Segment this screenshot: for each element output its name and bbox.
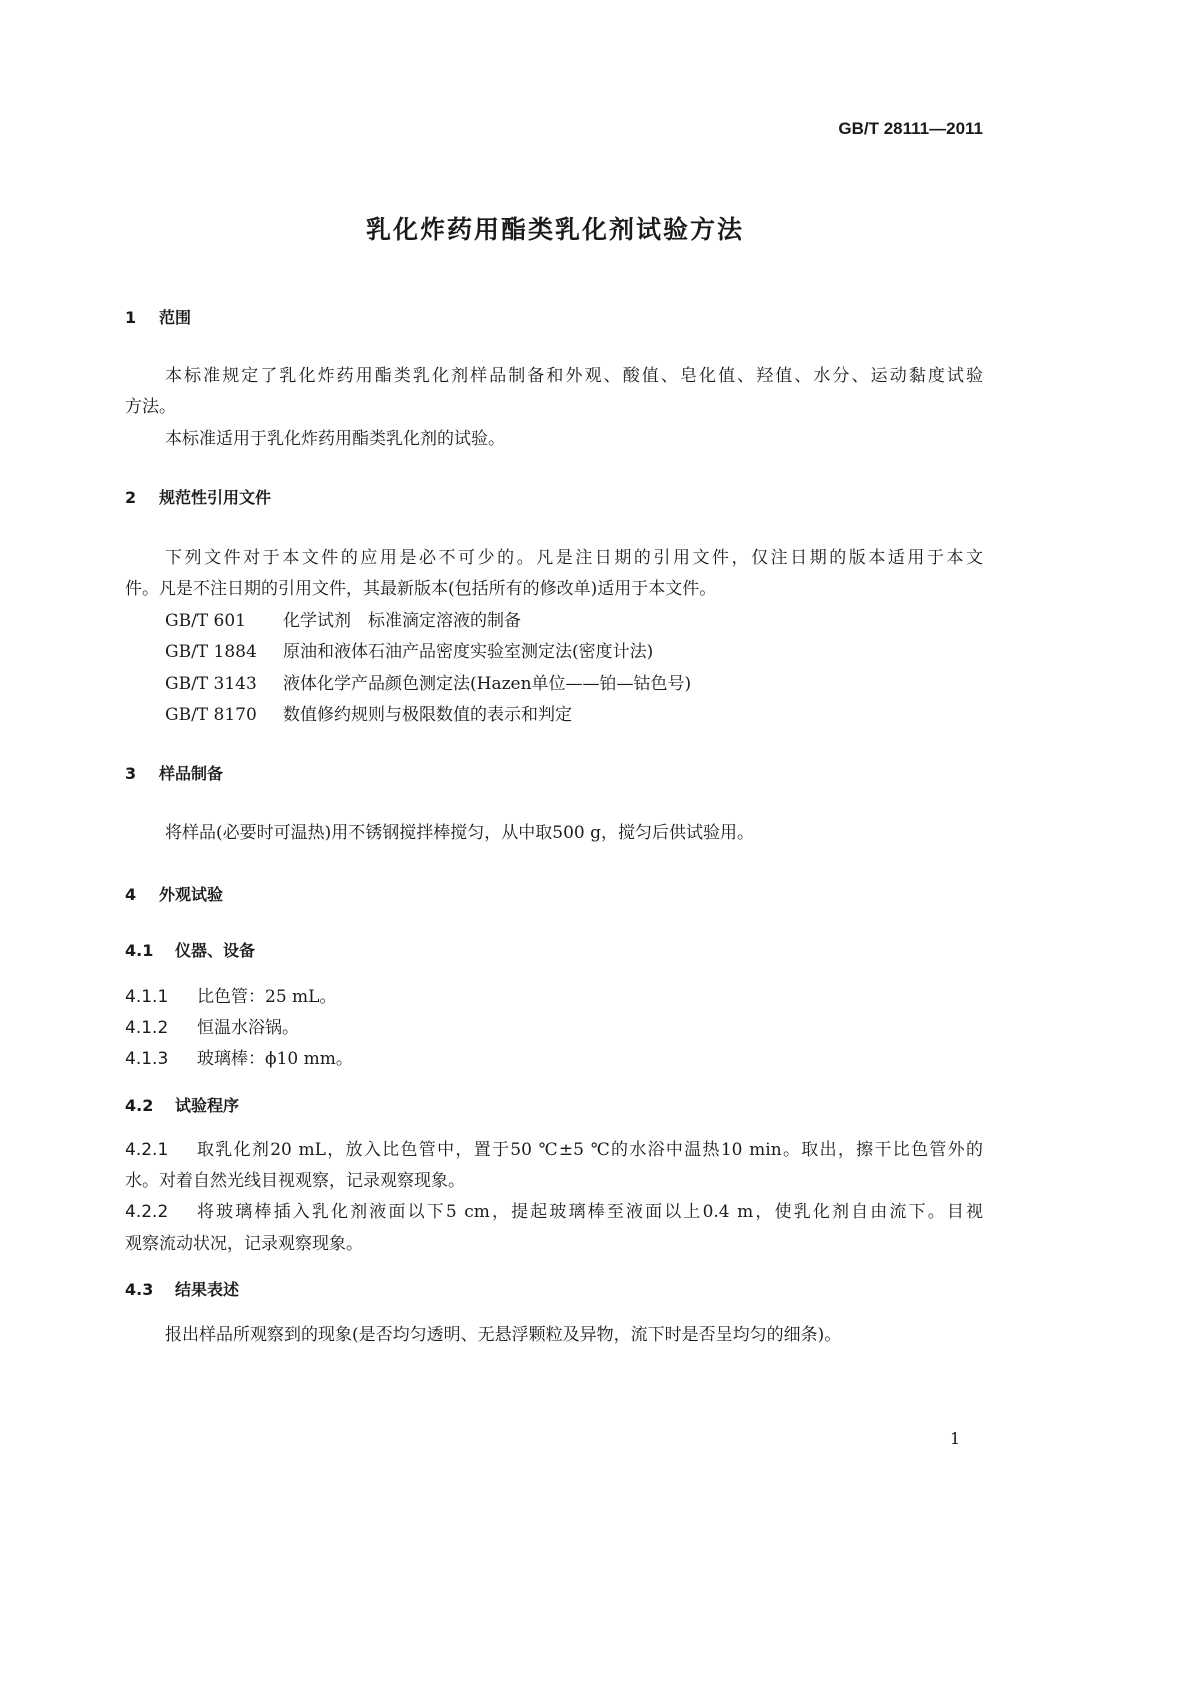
clause-item <box>125 1139 983 1161</box>
reference-item <box>165 673 691 695</box>
section-4-1-heading <box>125 940 255 962</box>
section-4-heading <box>125 884 223 906</box>
paragraph-line: 件。凡是不注日期的引用文件，其最新版本(包括所有的修改单)适用于本文件。 <box>125 579 717 599</box>
page-number: 1 <box>950 1429 961 1448</box>
section-title: 规范性引用文件 <box>159 488 272 507</box>
section-title: 外观试验 <box>159 885 224 904</box>
paragraph-line: 本标准适用于乳化炸药用酯类乳化剂的试验。 <box>165 429 505 449</box>
paragraph-line: 水。对着自然光线目视观察，记录观察现象。 <box>125 1171 465 1191</box>
reference-item <box>165 610 521 632</box>
section-4-3-heading <box>125 1279 239 1301</box>
clause-item <box>125 986 336 1008</box>
clause-item <box>125 1017 299 1039</box>
section-number: 4 <box>125 885 137 904</box>
reference-title: 原油和液体石油产品密度实验室测定法(密度计法) <box>283 642 654 662</box>
paragraph-line: 报出样品所观察到的现象(是否均匀透明、无悬浮颗粒及异物，流下时是否呈均匀的细条)。 <box>165 1325 842 1345</box>
clause-text: 玻璃棒：ϕ10 mm。 <box>197 1049 353 1069</box>
paragraph-line: 本标准规定了乳化炸药用酯类乳化剂样品制备和外观、酸值、皂化值、羟值、水分、运动黏度试验 <box>165 366 983 386</box>
section-number: 4.2 <box>125 1096 154 1115</box>
section-4-2-heading <box>125 1095 239 1117</box>
reference-title: 液体化学产品颜色测定法(Hazen单位——铂—钴色号) <box>283 674 692 694</box>
clause-item <box>125 1201 983 1223</box>
section-number: 1 <box>125 308 137 327</box>
section-1-heading <box>125 307 191 329</box>
section-title: 样品制备 <box>159 764 224 783</box>
clause-text: 取乳化剂20 mL，放入比色管中，置于50 ℃±5 ℃的水浴中温热10 min。取出，擦干比色管外的 <box>197 1140 983 1160</box>
section-number: 2 <box>125 488 137 507</box>
clause-text: 恒温水浴锅。 <box>197 1018 299 1038</box>
reference-code: GB/T 1884 <box>165 642 257 662</box>
section-title: 范围 <box>159 308 192 327</box>
clause-number: 4.1.2 <box>125 1018 169 1038</box>
reference-code: GB/T 3143 <box>165 674 257 694</box>
reference-item <box>165 704 572 726</box>
document-title: 乳化炸药用酯类乳化剂试验方法 <box>365 215 744 244</box>
clause-number: 4.2.1 <box>125 1140 169 1160</box>
reference-item <box>165 641 653 663</box>
standard-code-header: GB/T 28111—2011 <box>838 119 983 138</box>
paragraph-line: 下列文件对于本文件的应用是必不可少的。凡是注日期的引用文件，仅注日期的版本适用于本文 <box>165 548 983 568</box>
reference-title: 数值修约规则与极限数值的表示和判定 <box>283 705 572 725</box>
section-title: 试验程序 <box>175 1096 240 1115</box>
paragraph-line: 观察流动状况，记录观察现象。 <box>125 1234 363 1254</box>
section-number: 4.3 <box>125 1280 154 1299</box>
paragraph-line: 将样品(必要时可温热)用不锈钢搅拌棒搅匀，从中取500 g，搅匀后供试验用。 <box>165 823 754 843</box>
clause-item <box>125 1048 353 1070</box>
clause-text: 比色管：25 mL。 <box>197 987 337 1007</box>
clause-text: 将玻璃棒插入乳化剂液面以下5 cm，提起玻璃棒至液面以上0.4 m，使乳化剂自由流下。目视 <box>197 1202 983 1222</box>
section-title: 结果表述 <box>175 1280 240 1299</box>
section-3-heading <box>125 763 223 785</box>
section-2-heading <box>125 487 271 509</box>
clause-number: 4.2.2 <box>125 1202 169 1222</box>
reference-title: 化学试剂 标准滴定溶液的制备 <box>283 611 521 631</box>
clause-number: 4.1.1 <box>125 987 169 1007</box>
paragraph-line: 方法。 <box>125 397 176 417</box>
clause-number: 4.1.3 <box>125 1049 169 1069</box>
section-title: 仪器、设备 <box>175 941 256 960</box>
reference-code: GB/T 601 <box>165 611 246 631</box>
reference-code: GB/T 8170 <box>165 705 257 725</box>
section-number: 4.1 <box>125 941 154 960</box>
section-number: 3 <box>125 764 137 783</box>
